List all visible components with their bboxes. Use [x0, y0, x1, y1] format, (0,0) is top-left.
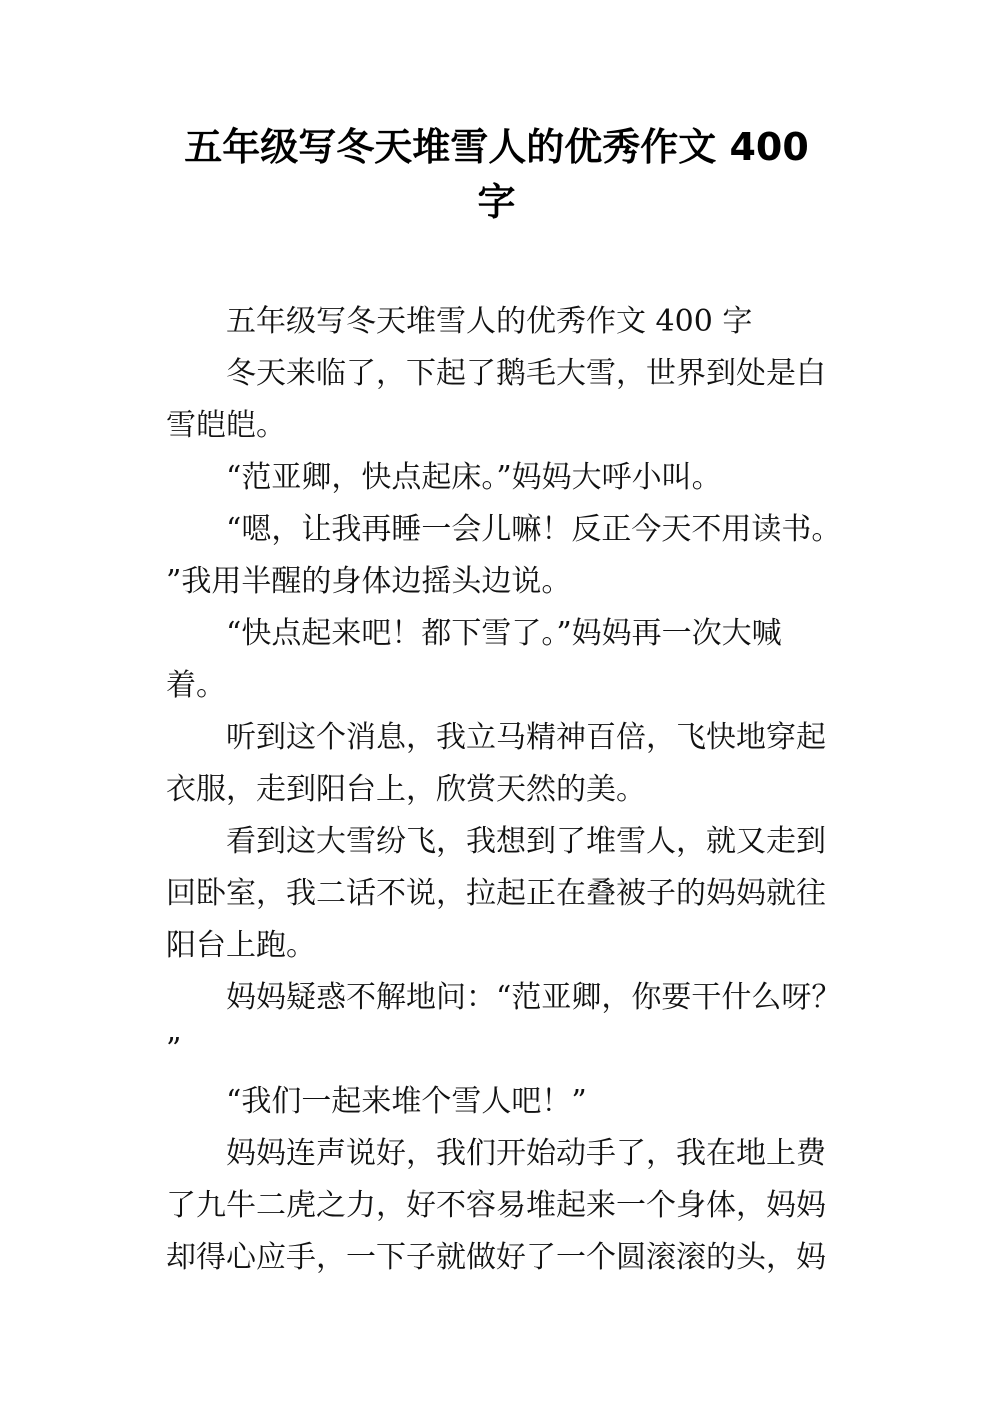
text-line: 雪皑皑。	[166, 408, 286, 443]
text-line: 却得心应手，一下子就做好了一个圆滚滚的头，妈	[166, 1240, 826, 1275]
text-line: 冬天来临了，下起了鹅毛大雪，世界到处是白	[226, 356, 826, 391]
text-line: “嗯，让我再睡一会儿嘛！反正今天不用读书。	[226, 512, 842, 547]
text-line: “快点起来吧！都下雪了。”妈妈再一次大喊	[226, 616, 782, 651]
text-line: 阳台上跑。	[166, 928, 316, 963]
text-line: “我们一起来堆个雪人吧！”	[226, 1084, 587, 1119]
text-line: 衣服，走到阳台上，欣赏天然的美。	[166, 772, 646, 807]
title-line-2: 字	[477, 180, 516, 224]
text-line: 妈妈连声说好，我们开始动手了，我在地上费	[226, 1136, 826, 1171]
text-line: 了九牛二虎之力，好不容易堆起来一个身体，妈妈	[166, 1188, 826, 1223]
document-body	[166, 296, 846, 1284]
text-line: 看到这大雪纷飞，我想到了堆雪人，就又走到	[226, 824, 826, 859]
text-line: 妈妈疑惑不解地问：“范亚卿，你要干什么呀？	[226, 980, 842, 1015]
text-line: 着。	[166, 668, 226, 703]
text-line: ”	[166, 1032, 182, 1067]
text-line: ”我用半醒的身体边摇头边说。	[166, 564, 572, 599]
text-line: 五年级写冬天堆雪人的优秀作文 400 字	[226, 304, 753, 339]
text-line: 听到这个消息，我立马精神百倍，飞快地穿起	[226, 720, 826, 755]
title-line-1: 五年级写冬天堆雪人的优秀作文 400	[184, 125, 809, 169]
document-title	[150, 120, 843, 230]
text-line: “范亚卿，快点起床。”妈妈大呼小叫。	[226, 460, 722, 495]
text-line: 回卧室，我二话不说，拉起正在叠被子的妈妈就往	[166, 876, 826, 911]
